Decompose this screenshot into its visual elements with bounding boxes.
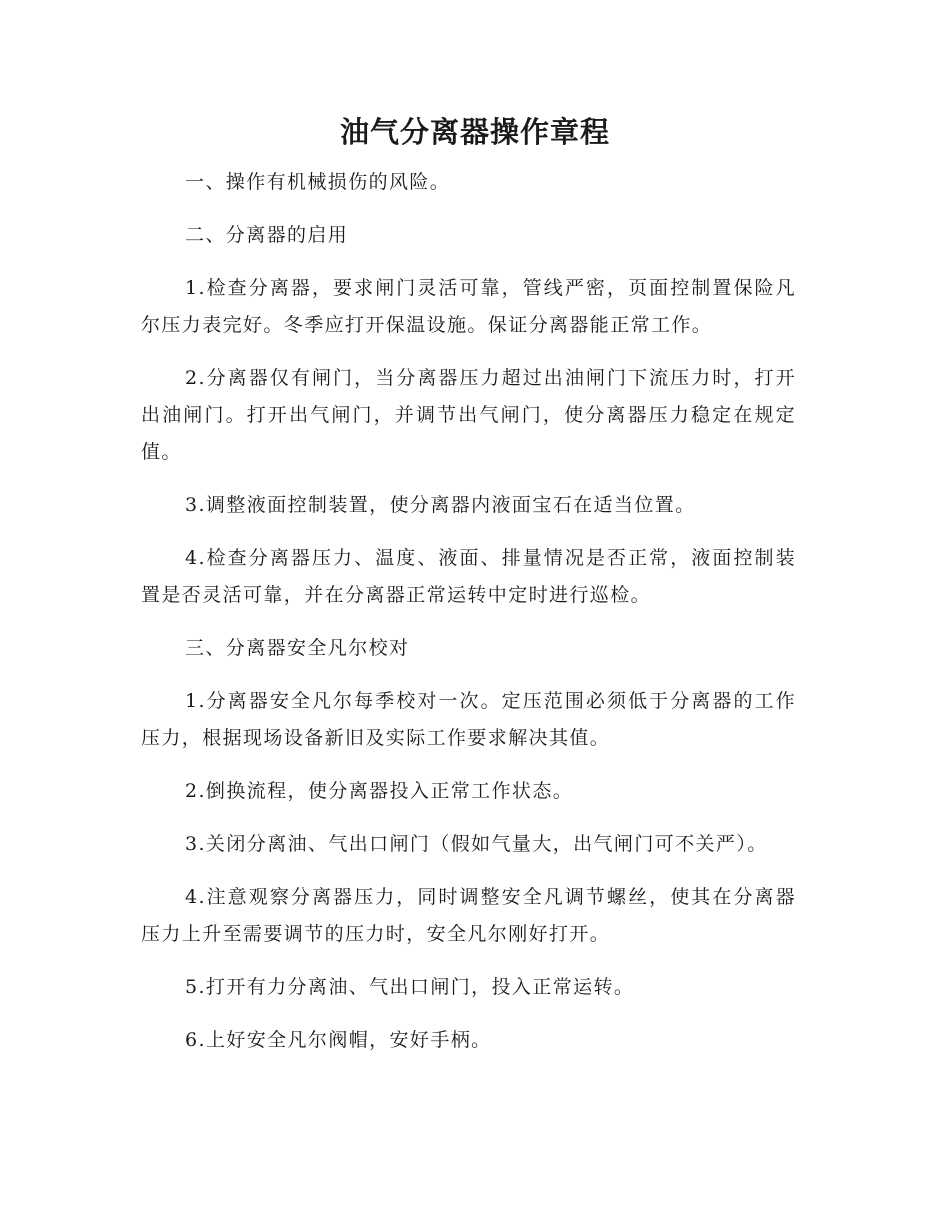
paragraph: 3.调整液面控制装置，使分离器内液面宝石在适当位置。 [185, 494, 696, 516]
paragraph: 6.上好安全凡尔阀帽，安好手柄。 [185, 1029, 492, 1051]
paragraph: 5.打开有力分离油、气出口闸门，投入正常运转。 [185, 976, 635, 998]
section-heading-startup: 二、分离器的启用 [185, 224, 349, 246]
section-heading-risk: 一、操作有机械损伤的风险。 [185, 171, 451, 193]
paragraph: 1.检查分离器，要求闸门灵活可靠，管线严密，页面控制置保险凡尔压力表完好。冬季应打开保温设施。保证分离器能正常工作。 [141, 277, 796, 336]
paragraph: 1.分离器安全凡尔每季校对一次。定压范围必须低于分离器的工作压力，根据现场设备新旧及实际工作要求解决其值。 [141, 690, 796, 749]
document-body [141, 164, 796, 1075]
paragraph: 3.关闭分离油、气出口闸门（假如气量大，出气闸门可不关严）。 [185, 833, 768, 855]
section-heading-valve-calibration: 三、分离器安全凡尔校对 [185, 637, 410, 659]
paragraph: 4.检查分离器压力、温度、液面、排量情况是否正常，液面控制装置是否灵活可靠，并在分离器正常运转中定时进行巡检。 [141, 547, 796, 606]
paragraph: 2.倒换流程，使分离器投入正常工作状态。 [185, 780, 574, 802]
paragraph: 2.分离器仅有闸门，当分离器压力超过出油闸门下流压力时，打开出油闸门。打开出气闸门，并调节出气闸门，使分离器压力稳定在规定值。 [141, 367, 796, 463]
paragraph: 4.注意观察分离器压力，同时调整安全凡调节螺丝，使其在分离器压力上升至需要调节的压力时，安全凡尔刚好打开。 [141, 886, 796, 945]
document-title: 油气分离器操作章程 [339, 115, 610, 149]
